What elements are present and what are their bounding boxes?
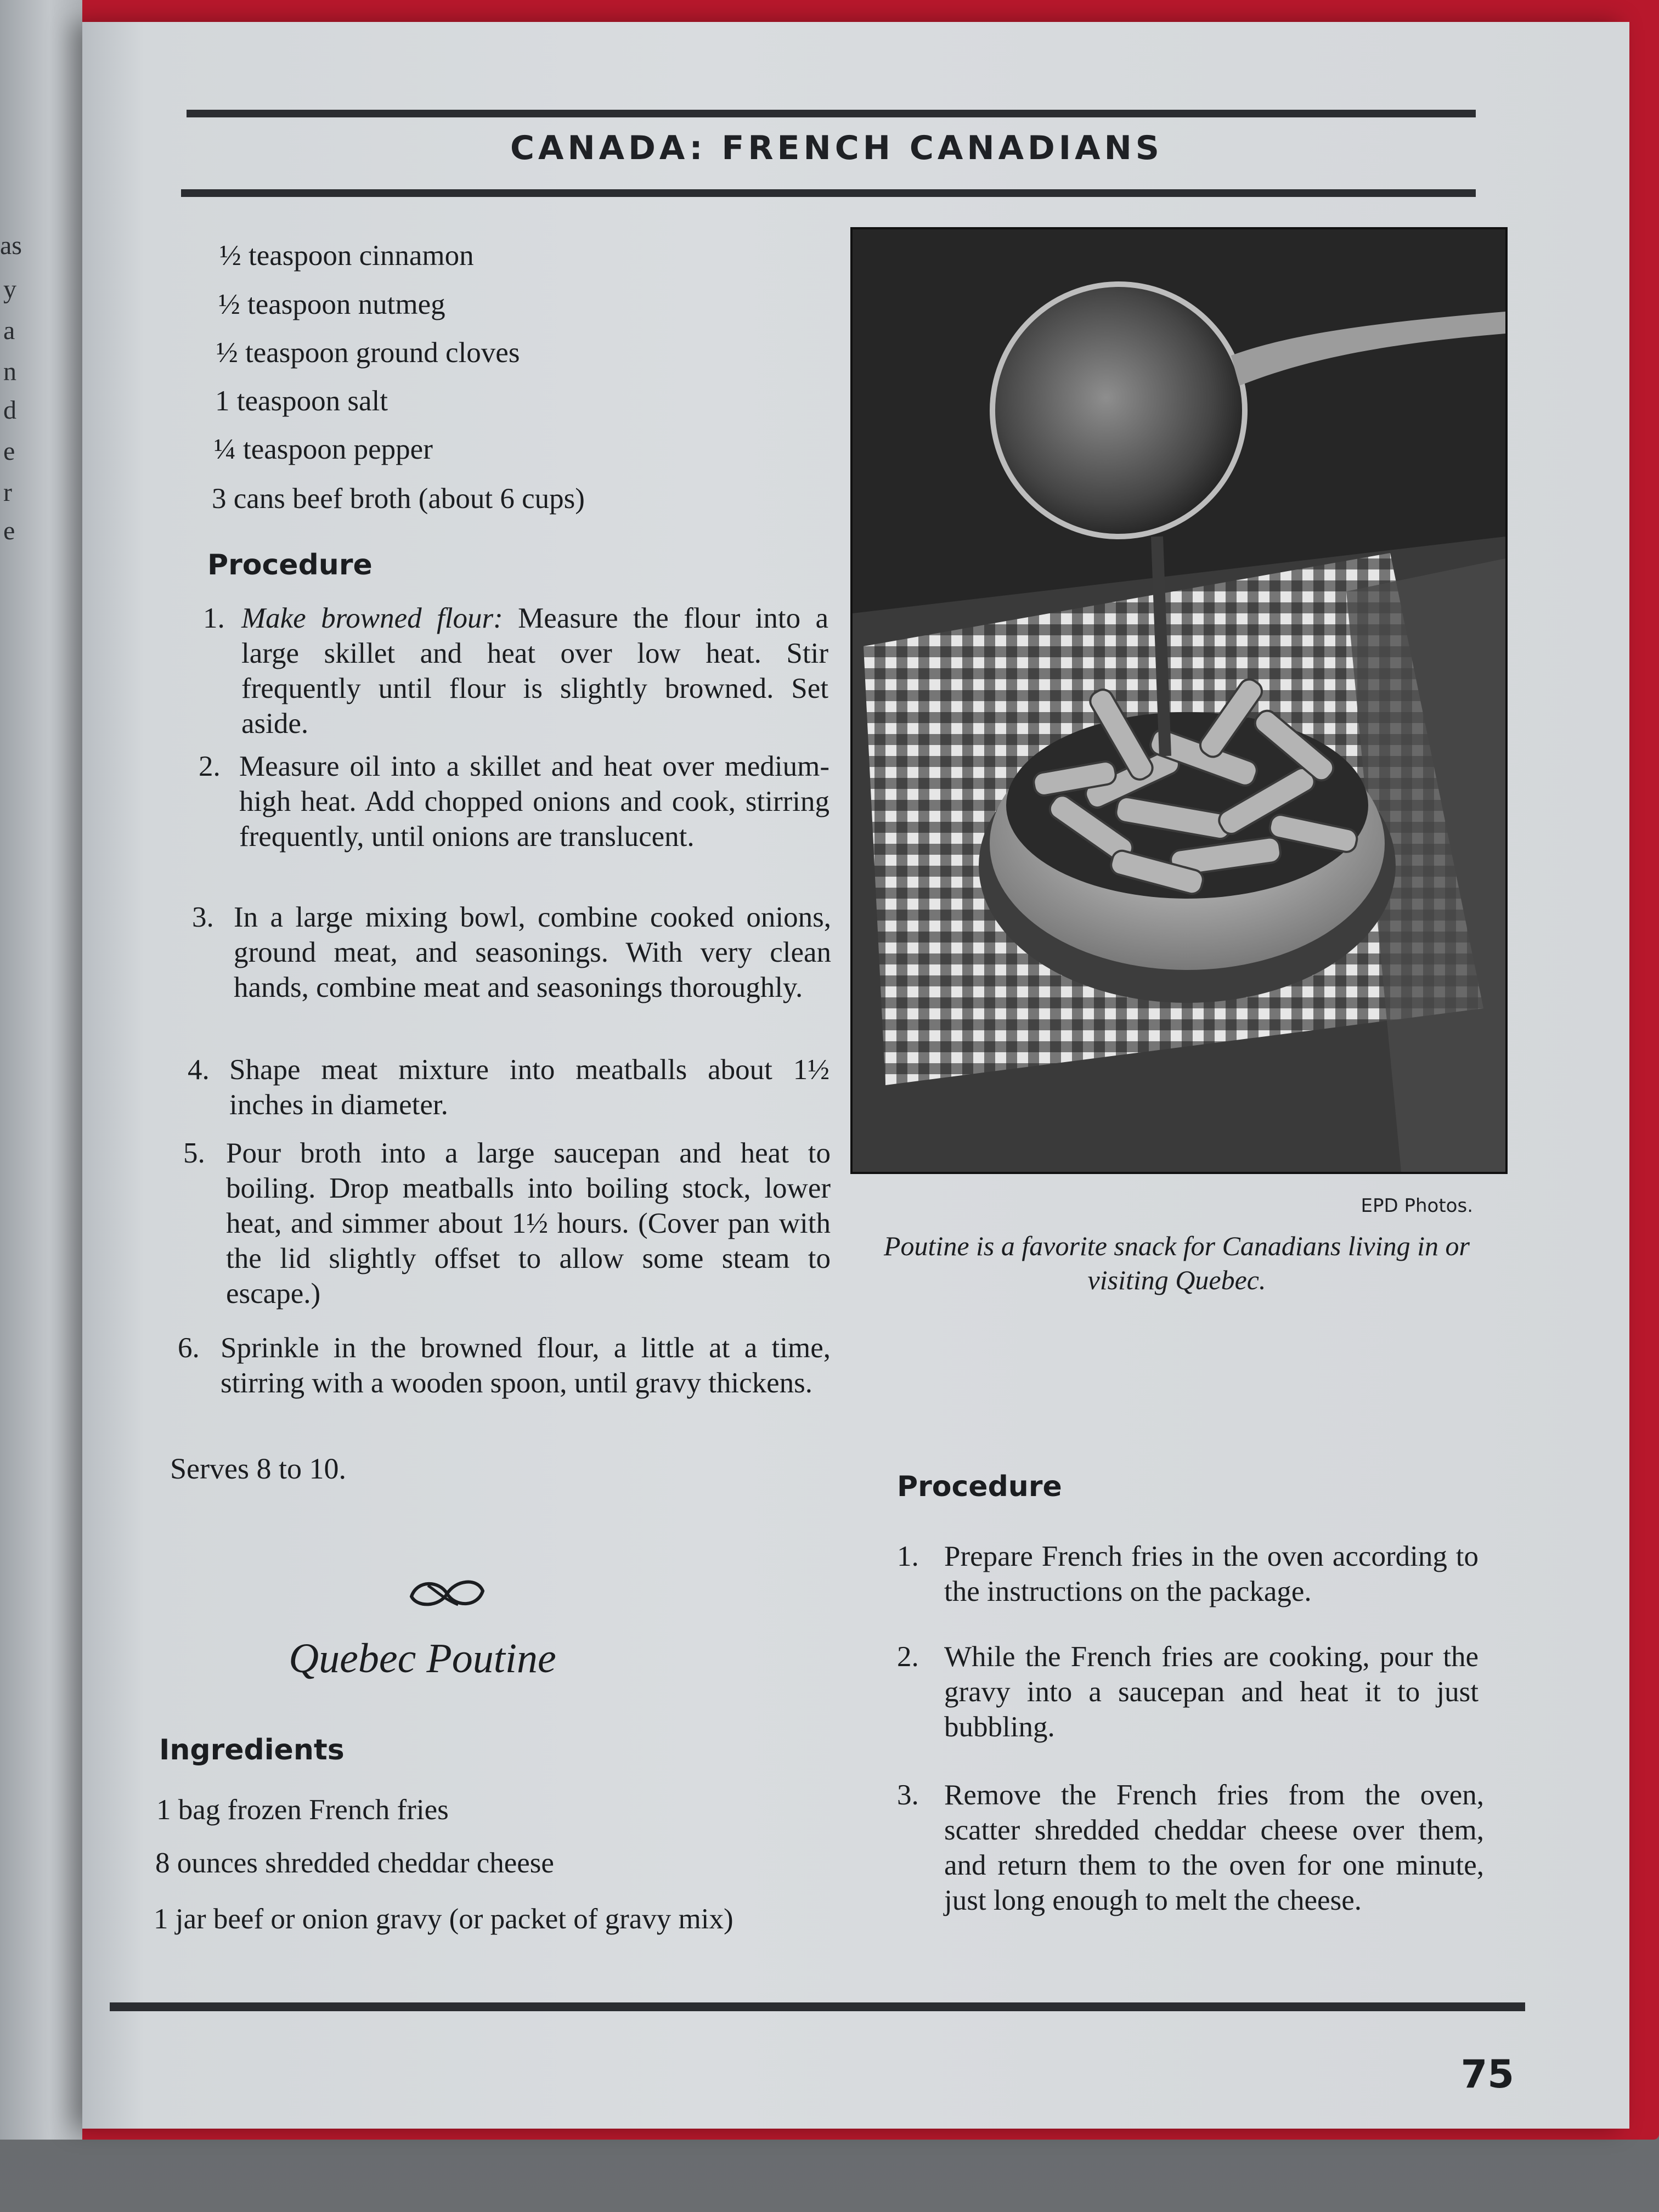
step-body: While the French fries are cooking, pour the gravy into a saucepan and heat it to just bubbling. xyxy=(944,1641,1479,1743)
step-body: Sprinkle in the browned flour, a little at a time, stirring with a wooden spoon, until gravy thickens. xyxy=(221,1332,831,1399)
step-body: Remove the French fries from the oven, scatter shredded cheddar cheese over them, and return them to the oven for one minute, just long enough to melt the cheese. xyxy=(944,1779,1484,1916)
ingredient-line: ¼ teaspoon pepper xyxy=(214,433,433,465)
ingredient-line: 8 ounces shredded cheddar cheese xyxy=(155,1847,554,1879)
step-number: 3. xyxy=(192,901,214,933)
step-body: Measure oil into a skillet and heat over medium-high heat. Add chopped onions and cook, stirring frequently, until onions are translucent. xyxy=(239,751,830,853)
step-number: 1. xyxy=(897,1541,919,1572)
procedure-step xyxy=(183,1136,831,1311)
procedure-step xyxy=(203,601,828,741)
photo-caption: Poutine is a favorite snack for Canadians living in or visiting Quebec. xyxy=(884,1231,1470,1295)
left-page-edge xyxy=(0,0,82,2140)
ingredient-line: 3 cans beef broth (about 6 cups) xyxy=(212,483,585,515)
ingredient-line: 1 bag frozen French fries xyxy=(156,1794,449,1826)
procedure-step xyxy=(178,1330,831,1401)
step-number: 4. xyxy=(188,1054,210,1086)
step-body: Measure the flour into a large skillet and heat over low heat. Stir frequently until flour is slightly browned. Set aside. xyxy=(241,602,828,740)
ornament-icon xyxy=(406,1575,488,1616)
step-lead: Make browned flour: xyxy=(241,602,503,634)
step-body: In a large mixing bowl, combine cooked onions, ground meat, and seasonings. With very clean hands, combine meat and seasonings thoroughly. xyxy=(234,901,831,1003)
header-rule-bottom xyxy=(181,189,1476,197)
left-page-fragment: a xyxy=(3,316,15,345)
ingredient-line: ½ teaspoon nutmeg xyxy=(218,289,445,320)
ingredient-line: ½ teaspoon cinnamon xyxy=(219,240,474,272)
step-text xyxy=(203,601,828,741)
procedure-step xyxy=(897,1539,1479,1609)
step-number: 2. xyxy=(897,1641,919,1673)
procedure-step xyxy=(897,1639,1479,1745)
page-header-title: CANADA: FRENCH CANADIANS xyxy=(510,129,1163,167)
procedure-step xyxy=(897,1778,1484,1918)
left-page-fragment: e xyxy=(3,516,15,545)
procedure-heading: Procedure xyxy=(897,1470,1062,1503)
ingredient-line: ½ teaspoon ground cloves xyxy=(216,337,520,369)
step-body: Prepare French fries in the oven according to the instructions on the package. xyxy=(944,1541,1479,1607)
step-body: Shape meat mixture into meatballs about 1½ inches in diameter. xyxy=(229,1054,830,1121)
recipe-title: Quebec Poutine xyxy=(289,1635,556,1681)
header-rule-top xyxy=(187,110,1476,117)
procedure-heading: Procedure xyxy=(207,549,373,582)
poutine-photo xyxy=(850,227,1508,1174)
ingredients-heading: Ingredients xyxy=(159,1734,345,1767)
left-page-fragment: r xyxy=(3,478,12,507)
step-number: 3. xyxy=(897,1779,919,1811)
step-number: 2. xyxy=(199,751,221,782)
page-number: 75 xyxy=(1460,2052,1514,2097)
photo-credit: EPD Photos. xyxy=(1361,1195,1473,1217)
ingredient-line: 1 jar beef or onion gravy (or packet of gravy mix) xyxy=(154,1903,733,1935)
ingredient-line: 1 teaspoon salt xyxy=(215,385,388,417)
book-page xyxy=(82,22,1629,2129)
left-page-fragment: as xyxy=(0,231,22,260)
step-number: 5. xyxy=(183,1137,205,1169)
procedure-step xyxy=(199,749,830,854)
step-number: 1. xyxy=(203,602,225,634)
step-body: Pour broth into a large saucepan and heat to boiling. Drop meatballs into boiling stock, lower heat, and simmer about 1½ hours. (Cover pan with the lid slightly offset to allow some steam to escape.) xyxy=(226,1137,831,1310)
left-page-fragment: n xyxy=(3,357,16,386)
step-number: 6. xyxy=(178,1332,200,1364)
left-page-fragment: d xyxy=(3,396,16,425)
serves-note: Serves 8 to 10. xyxy=(170,1452,346,1485)
left-page-fragment: y xyxy=(3,275,16,304)
footer-rule xyxy=(110,2002,1525,2011)
procedure-step xyxy=(188,1052,830,1122)
left-page-fragment: e xyxy=(3,437,15,466)
procedure-step xyxy=(192,900,831,1005)
